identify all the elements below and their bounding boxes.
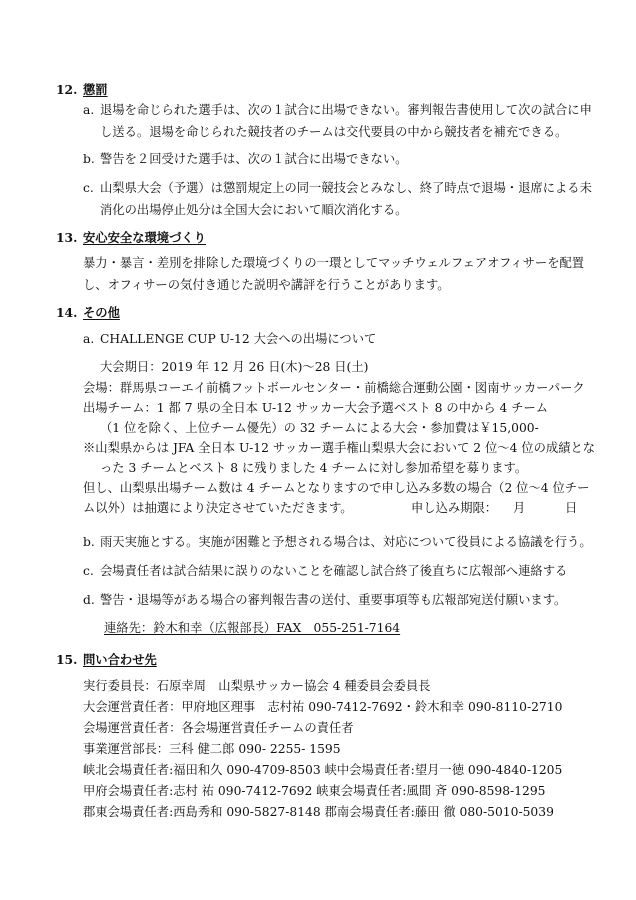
item-12a-line1: 退場を命じられた選手は、次の１試合に出場できない。審判報告書使用して次の試合に申 xyxy=(100,103,592,117)
section-13-line2: し、オフィサーの気付き通じた説明や講評を行うことがあります。 xyxy=(83,278,450,292)
item-12c-marker: c. xyxy=(83,181,94,195)
item-12b-line1: 警告を２回受けた選手は、次の１試合に出場できない。 xyxy=(100,152,408,166)
section-12-number: 12. xyxy=(56,82,78,97)
deadline-month: 月 xyxy=(513,501,526,515)
tournament-teams-note: （1 位を除く、上位チーム優先）の 32 チームによる大会・参加費は￥15,000- xyxy=(100,421,539,435)
contact-tournament-manager: 大会運営責任者：甲府地区理事 志村祐 090-7412-7692・鈴木和幸 090-8110-2710 xyxy=(83,700,563,714)
lottery-note-line1: 但し、山梨県出場チーム数は 4 チームとなりますので申し込み多数の場合（2 位〜4 位チー xyxy=(83,481,590,495)
contact-venue-row-2: 甲府会場責任者:志村 祐 090-7412-7692 峡東会場責任者:風間 斉 090-8598-1295 xyxy=(83,784,546,798)
tournament-venue: 会場：群馬県コーエイ前橋フットボールセンター・前橋総合運動公園・図南サッカーパーク xyxy=(83,381,585,395)
section-15-number: 15. xyxy=(56,652,78,667)
item-12b-marker: b. xyxy=(83,152,95,166)
item-14a-marker: a. xyxy=(83,332,95,346)
item-14d-marker: d. xyxy=(83,593,95,607)
yamanashi-note-line2: った 3 チームとベスト 8 に残りました 4 チームに対し参加希望を募ります。 xyxy=(100,461,528,475)
tournament-date: 大会期日：2019 年 12 月 26 日(木)〜28 日(土) xyxy=(100,360,369,374)
section-13-title: 安心安全な環境づくり xyxy=(83,230,206,245)
yamanashi-note-line1: ※山梨県からは JFA 全日本 U-12 サッカー選手権山梨県大会において 2 位〜4 位の成績とな xyxy=(83,441,596,455)
contact-committee-chair: 実行委員長：石原幸周 山梨県サッカー協会 4 種委員会委員長 xyxy=(83,679,431,693)
section-14-title: その他 xyxy=(83,305,120,320)
item-12c-line1: 山梨県大会（予選）は懲罰規定上の同一競技会とみなし、終了時点で退場・退席による未 xyxy=(100,181,592,195)
deadline-label: 申し込み期限： xyxy=(411,501,498,515)
section-13-number: 13. xyxy=(56,230,78,245)
item-14b-marker: b. xyxy=(83,535,95,549)
item-12a-line2: し送る。退場を命じられた競技者のチームは交代要員の中から競技者を補充できる。 xyxy=(100,125,568,139)
item-12a-marker: a. xyxy=(83,103,95,117)
contact-venue-manager: 会場運営責任者：各会場運営責任チームの責任者 xyxy=(83,721,354,735)
tournament-teams: 出場チーム：1 都 7 県の全日本 U-12 サッカー大会予選ベスト 8 の中から 4 チーム xyxy=(83,401,549,415)
contact-operations-director: 事業運営部長：三科 健二郎 090- 2255- 1595 xyxy=(83,742,341,756)
item-14d-line1: 警告・退場等がある場合の審判報告書の送付、重要事項等も広報部宛送付願います。 xyxy=(100,593,567,607)
item-12c-line2: 消化の出場停止処分は全国大会において順次消化する。 xyxy=(100,203,408,217)
item-14c-line1: 会場責任者は試合結果に誤りのないことを確認し試合終了後直ちに広報部へ連絡する xyxy=(100,564,568,578)
contact-venue-row-1: 峡北会場責任者:福田和久 090-4709-8503 峡中会場責任者:望月一徳 090-4840-1205 xyxy=(83,763,563,777)
item-14c-marker: c. xyxy=(83,564,94,578)
item-14b-line1: 雨天実施とする。実施が困難と予想される場合は、対応について役員による協議を行う。 xyxy=(100,535,592,549)
contact-line: 連絡先：鈴木和幸（広報部長）FAX 055-251-7164 xyxy=(104,621,401,635)
section-12-title: 懲罰 xyxy=(83,82,108,97)
lottery-note-line2: ム以外）は抽選により決定させていただきます。 xyxy=(83,501,353,515)
section-14-number: 14. xyxy=(56,305,78,320)
deadline-day: 日 xyxy=(565,501,578,515)
section-13-line1: 暴力・暴言・差別を排除した環境づくりの一環としてマッチウェルフェアオフィサーを配置 xyxy=(83,256,585,270)
contact-venue-row-3: 郡東会場責任者:西島秀和 090-5827-8148 郡南会場責任者:藤田 徹 080-5010-5039 xyxy=(83,805,554,819)
item-14a-title: CHALLENGE CUP U-12 大会への出場について xyxy=(100,332,377,346)
section-15-title: 問い合わせ先 xyxy=(83,652,157,667)
